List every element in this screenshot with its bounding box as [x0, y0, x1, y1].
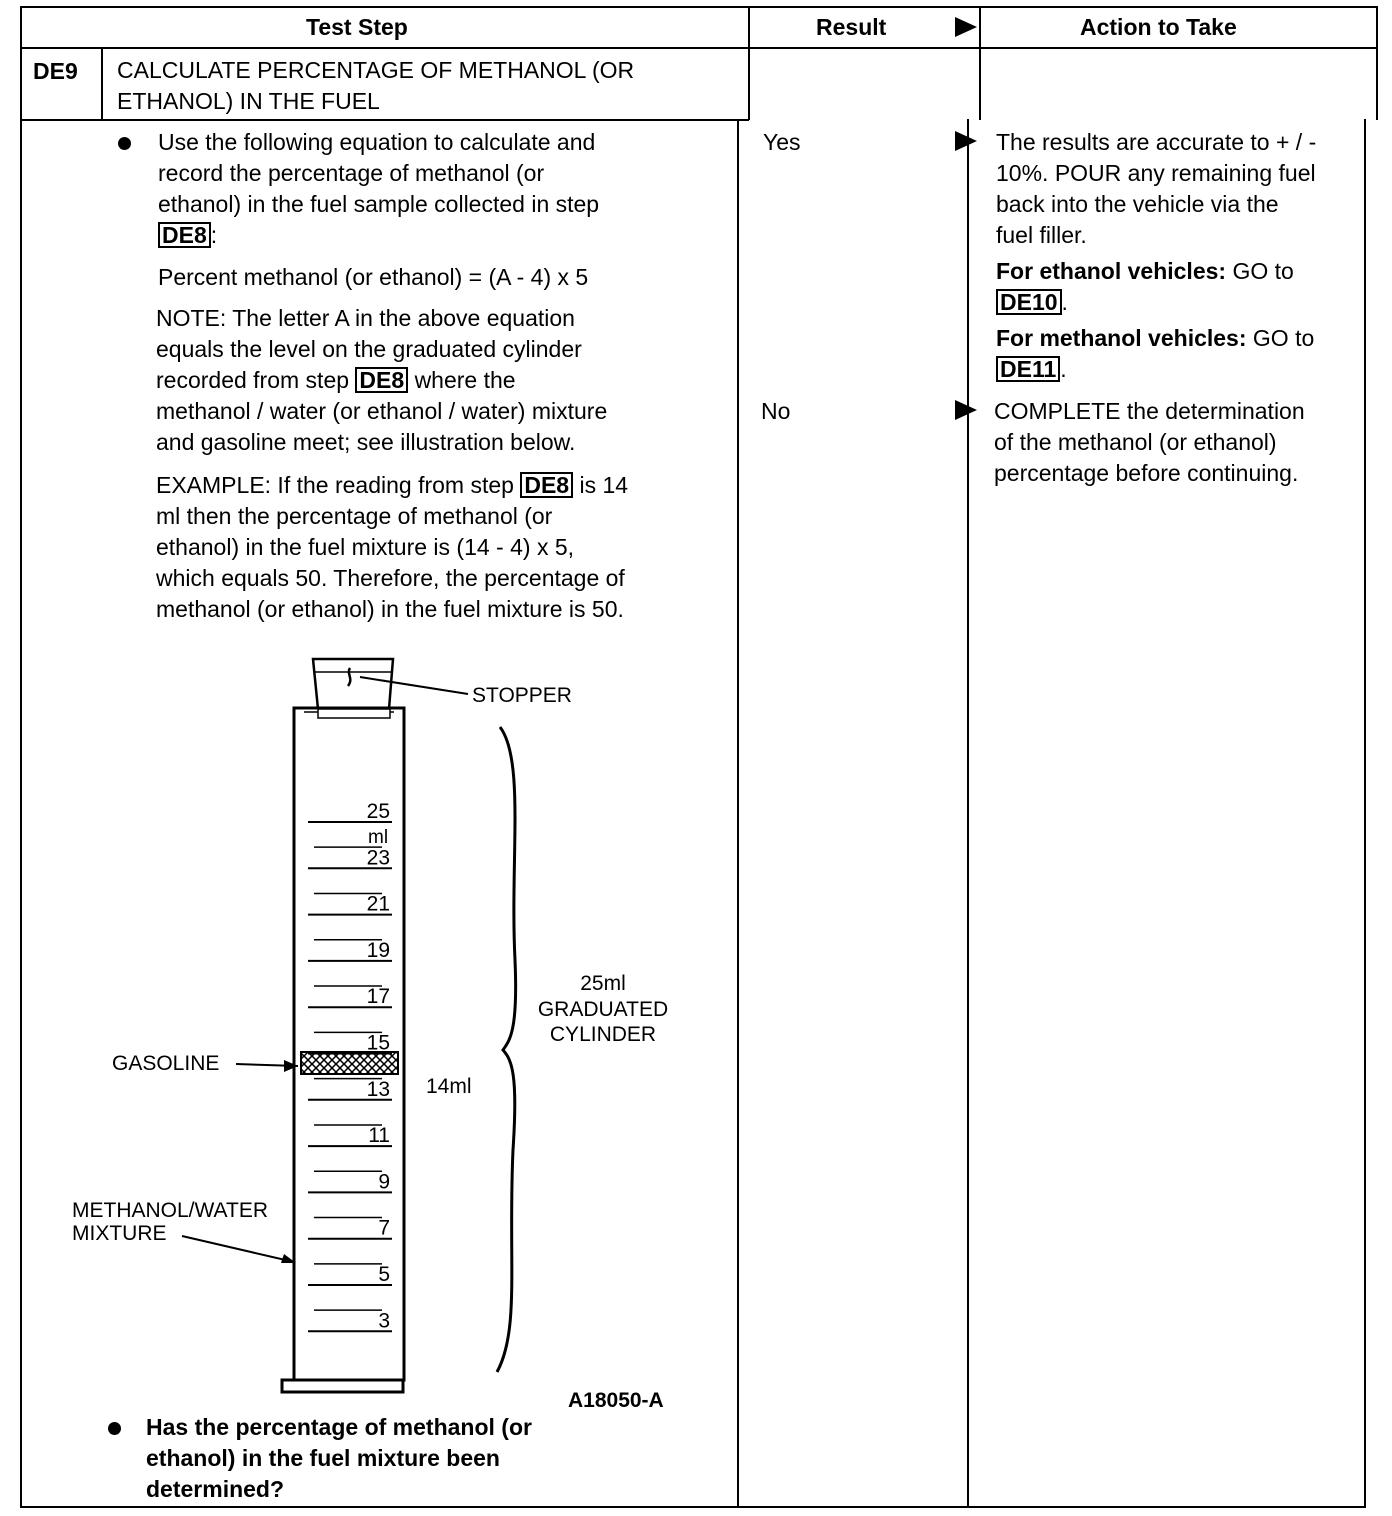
mixture-label-line2: MIXTURE: [72, 1222, 167, 1245]
example-line2: ml then the percentage of methanol (or: [156, 503, 553, 529]
header-arrow-icon: [955, 17, 977, 37]
table-right-border: [1376, 6, 1378, 120]
unit-label: ml: [368, 827, 389, 848]
header-bottom-border: [20, 47, 1378, 49]
cylinder-brace: [497, 727, 516, 1372]
figure-code: A18050-A: [568, 1389, 664, 1412]
note-line2: equals the level on the graduated cylinder: [156, 336, 582, 362]
example-line5: methanol (or ethanol) in the fuel mixture is 50.: [156, 596, 624, 622]
table-left-border: [20, 6, 22, 1508]
tick-label: 11: [368, 1124, 390, 1148]
action-methanol-ref-line: DE11 .: [996, 354, 1067, 385]
action-ethanol-ref-line: DE10 .: [996, 287, 1068, 318]
action-no-line3: percentage before continuing.: [994, 460, 1299, 486]
gasoline-band: [301, 1052, 398, 1074]
action-yes-line4: fuel filler.: [996, 222, 1087, 248]
ethanol-go: GO to: [1232, 258, 1294, 284]
step-ref-de8[interactable]: DE8: [355, 367, 408, 393]
cylinder-label-line1: 25ml: [580, 972, 626, 995]
action-no-line1: COMPLETE the determination: [994, 398, 1305, 424]
cylinder-base: [282, 1380, 403, 1392]
action-column-left: [979, 6, 981, 120]
action-yes-line1: The results are accurate to + / -: [996, 129, 1317, 155]
step-ref-de10[interactable]: DE10: [996, 289, 1062, 315]
stopper-icon: [313, 659, 393, 709]
example-line4: which equals 50. Therefore, the percentage of: [156, 565, 625, 591]
action-yes-line3: back into the vehicle via the: [996, 191, 1279, 217]
example-line1-post: is 14: [579, 472, 629, 498]
table-right-border-lower: [1364, 119, 1366, 1508]
cylinder-label-line3: CYLINDER: [549, 1023, 657, 1046]
tick-label: 13: [366, 1077, 390, 1101]
action-methanol-line: [996, 323, 1314, 354]
action-ethanol-line: [996, 256, 1294, 287]
tick-label: 9: [378, 1170, 390, 1194]
result-no-arrow-icon: [955, 400, 977, 420]
table-bottom-border: [20, 1506, 1365, 1508]
step-title-line2: ETHANOL) IN THE FUEL: [117, 88, 380, 114]
step-ref-de11[interactable]: DE11: [996, 356, 1060, 382]
header-result: Result: [816, 14, 887, 40]
result-yes-arrow-icon: [955, 131, 977, 151]
note-line1: NOTE: The letter A in the above equation: [156, 305, 575, 331]
action-yes-line2: 10%. POUR any remaining fuel: [996, 160, 1316, 186]
ethanol-label: For ethanol vehicles:: [996, 258, 1227, 284]
gasoline-label: GASOLINE: [112, 1052, 220, 1075]
instruction-bullet-icon: [118, 137, 131, 150]
example-line1-pre: EXAMPLE: If the reading from step: [156, 472, 514, 498]
tick-label: 17: [366, 985, 390, 1009]
question-bullet-icon: [108, 1422, 121, 1435]
result-yes: Yes: [763, 129, 801, 155]
tick-label: 21: [366, 892, 390, 916]
methanol-label: For methanol vehicles:: [996, 325, 1247, 351]
step-id-divider: [101, 47, 103, 120]
level-label: 14ml: [426, 1075, 472, 1098]
note-line3-post: where the: [414, 367, 516, 393]
instruction-line3: ethanol) in the fuel sample collected in step: [158, 191, 600, 217]
tick-label: 23: [366, 846, 390, 870]
tick-label: 19: [366, 938, 390, 962]
tick-label: 15: [366, 1031, 390, 1055]
result-column-left: [748, 6, 750, 120]
note-line3-pre: recorded from step: [156, 367, 350, 393]
stopper-label: STOPPER: [472, 684, 572, 707]
instruction-ref-line: [158, 220, 217, 251]
note-line3: [156, 365, 516, 396]
action-column-left-lower: [967, 119, 969, 1508]
table-top-border: [20, 6, 1378, 8]
result-no: No: [761, 398, 791, 424]
note-line5: and gasoline meet; see illustration below.: [156, 429, 576, 455]
step-title-bottom-border: [20, 119, 749, 121]
example-line3: ethanol) in the fuel mixture is (14 - 4) x 5,: [156, 534, 575, 560]
note-line4: methanol / water (or ethanol / water) mixture: [156, 398, 608, 424]
mixture-label-line1: METHANOL/WATER: [72, 1199, 269, 1222]
action-no-line2: of the methanol (or ethanol): [994, 429, 1277, 455]
header-action: Action to Take: [1080, 14, 1237, 40]
instruction-line2: record the percentage of methanol (or: [158, 160, 545, 186]
tick-label: 5: [378, 1263, 390, 1286]
header-test-step: Test Step: [306, 14, 408, 40]
instruction-line1: Use the following equation to calculate and: [158, 129, 596, 155]
equation: Percent methanol (or ethanol) = (A - 4) x 5: [158, 264, 589, 290]
question-line3: determined?: [146, 1476, 285, 1502]
step-id: DE9: [33, 58, 78, 84]
cylinder-label-line2: GRADUATED: [537, 998, 669, 1021]
example-line1: [156, 470, 628, 501]
methanol-go: GO to: [1252, 325, 1315, 351]
step-ref-de8[interactable]: DE8: [158, 222, 211, 248]
tick-label: 25: [366, 800, 390, 823]
step-title-line1: CALCULATE PERCENTAGE OF METHANOL (OR: [117, 57, 635, 83]
tick-label: 7: [378, 1216, 390, 1240]
result-column-left-lower: [737, 119, 739, 1508]
tick-label: 3: [378, 1309, 390, 1333]
question-line2: ethanol) in the fuel mixture been: [146, 1445, 500, 1471]
graduated-cylinder-illustration: [60, 645, 700, 1415]
step-ref-de8[interactable]: DE8: [520, 472, 573, 498]
instruction-ref-suffix: :: [210, 222, 218, 248]
question-line1: Has the percentage of methanol (or: [146, 1414, 532, 1440]
